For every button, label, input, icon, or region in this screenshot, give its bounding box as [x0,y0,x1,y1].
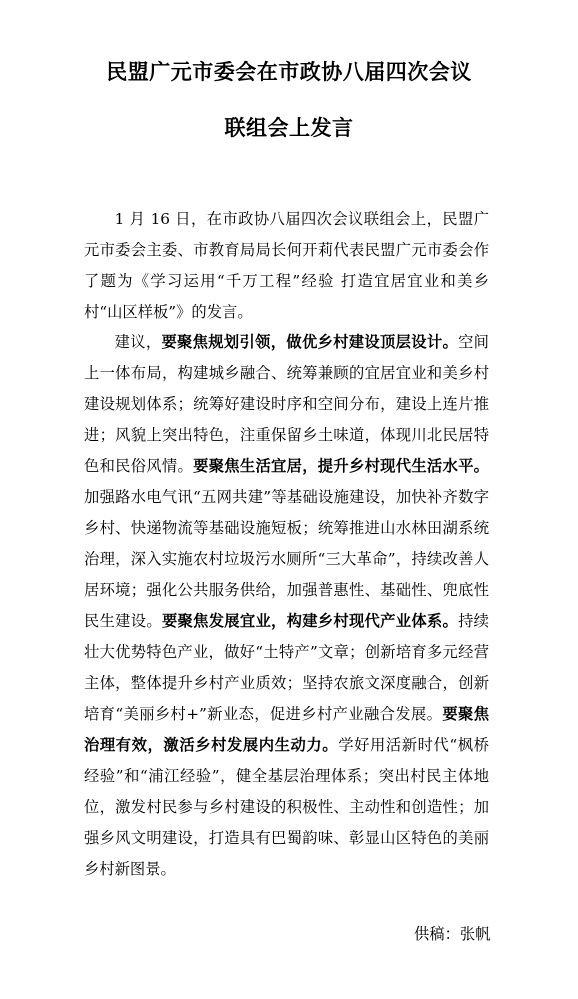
intro-paragraph-block [84,204,489,328]
suggestion-4-heading: 要聚焦治理有效，激活乡村发展内生动力。 [84,705,489,754]
suggestion-2-heading: 要聚焦生活宜居，提升乡村现代生活水平。 [193,457,489,475]
suggestion-3-text: 持续壮大优势特色产业，做好“土特产”文章；创新培育多元经营主体，整体提升乡村产业质效；坚持农旅文深度融合，创新培育“美丽乡村+”新业态，促进乡村产业融合发展。 [84,612,489,723]
suggestion-4-text: 学好用活新时代“枫桥经验”和“浦江经验”，健全基层治理体系；突出村民主体地位，激发村民参与乡村建设的积极性、主动性和创造性；加强乡风文明建设，打造具有巴蜀韵味、彰显山区特色的美丽乡村新图景。 [84,736,489,878]
intro-paragraph: 1 月 16 日，在市政协八届四次会议联组会上，民盟广元市委会主委、市教育局局长何开莉代表民盟广元市委会作了题为《学习运用“千万工程”经验 打造宜居宜业和美乡村“山区样板”》的发言。 [84,210,489,321]
suggestion-1-heading: 要聚焦规划引领，做优乡村建设顶层设计。 [161,333,459,351]
document-title-line-2: 联组会上发言 [224,115,354,140]
suggestion-1-text: 空间上一体布局，构建城乡融合、统筹兼顾的宜居宜业和美乡村建设规划体系；统筹好建设时序和空间分布，建设上连片推进；风貌上突出特色，注重保留乡土味道，体现川北民居特色和民俗风情。 [84,333,489,475]
suggestion-2-text: 加强路水电气讯“五网共建”等基础设施建设，加快补齐数字乡村、快递物流等基础设施短板；统筹推进山水林田湖系统治理，深入实施农村垃圾污水厕所“三大革命”，持续改善人居环境；强化公共服务供给，加强普惠性、基础性、兜底性民生建设。 [84,488,489,630]
suggestions-paragraph [84,327,489,885]
suggestions-lead: 建议， [114,333,162,351]
document-title-line-1: 民盟广元市委会在市政协八届四次会议 [106,59,472,84]
suggestions-paragraph-block [84,327,489,885]
suggestion-3-heading: 要聚焦发展宜业，构建乡村现代产业体系。 [161,612,459,630]
credit-line: 供稿：张帆 [414,925,491,943]
